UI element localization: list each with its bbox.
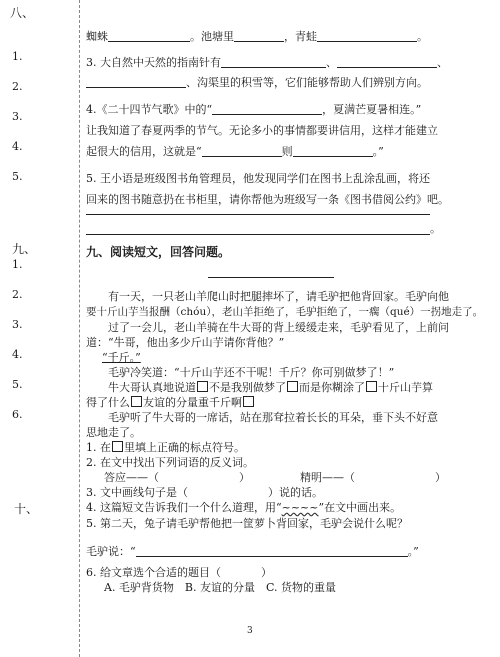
margin-num: 2. [12, 288, 23, 301]
answer-blank[interactable] [108, 30, 190, 42]
text: ）说的话。 [268, 486, 323, 499]
margin-section-10: 十、 [14, 502, 39, 516]
q4-line3 [86, 145, 466, 159]
text: 则 [281, 145, 293, 158]
text: 里填上正确的标点符号。 [124, 441, 245, 454]
answer-blank[interactable] [337, 56, 437, 68]
wavy-line-mark: ~~~~ [281, 501, 319, 514]
question-2-blanks [104, 471, 466, 485]
text: 4.《二十四节气歌》中的“ [86, 103, 213, 116]
q5-end-mark: 。 [430, 222, 441, 235]
text: 毛驴说：“ [86, 545, 136, 558]
text: ，青蛙 [284, 30, 317, 43]
passage-p2b: 道：“牛哥，他出多少斤山芋请你背他？” [86, 336, 285, 349]
text: 答应——（ [104, 471, 159, 484]
text: ） [239, 471, 250, 484]
answer-blank[interactable] [202, 145, 282, 157]
box-icon [112, 441, 123, 452]
question-1 [86, 441, 466, 455]
question-5-answer [86, 545, 466, 559]
answer-blank[interactable] [293, 145, 373, 157]
text: ） [261, 566, 272, 579]
margin-section-8: 八、 [10, 6, 35, 20]
text: 友谊的分量重千斤啊 [143, 396, 242, 409]
question-3 [86, 486, 466, 500]
text: 蜘蛛 [86, 30, 108, 43]
passage-p1b: 要十斤山芋当报酬（chóu），老山羊拒绝了，毛驴拒绝了，一瘸（qué）一拐地走了。 [86, 306, 484, 318]
text: 4. 这篇短文告诉我们一个什么道理，用“ [86, 501, 282, 514]
text: 得了什么 [86, 396, 130, 409]
title-blank[interactable] [208, 277, 334, 278]
margin-num: 6. [12, 408, 23, 421]
text: ） [435, 471, 446, 484]
text: 1. 在 [86, 441, 111, 454]
question-6 [86, 566, 466, 580]
page-number: 3 [247, 626, 253, 636]
q4-line1 [86, 103, 466, 117]
text: 。 [417, 30, 428, 43]
q2-tail-line [86, 30, 466, 44]
text: 3. 文中画线句子是（ [86, 486, 188, 499]
question-5: 5. 第二天，兔子请毛驴帮他把一筐萝卜背回家，毛驴会说什么呢？ [86, 517, 408, 530]
margin-section-9: 九、 [12, 242, 37, 256]
text: 牛大哥认真地说道 [108, 381, 196, 394]
passage-p5-line1 [108, 381, 466, 395]
text: 、 [437, 56, 448, 69]
answer-line[interactable] [86, 214, 430, 215]
text: ”在文中画出来。 [318, 501, 402, 514]
passage-p6b: 思地走了。 [86, 426, 141, 439]
text: 起很大的信用，这就是“ [86, 145, 202, 158]
section-9-title: 九、阅读短文，回答问题。 [86, 245, 231, 259]
punctuation-box[interactable] [243, 396, 254, 407]
passage-p5-line2 [86, 396, 466, 410]
passage-p2a: 过了一会儿，老山羊骑在牛大哥的背上缓缓走来，毛驴看见了，上前问 [108, 321, 449, 334]
passage-p4: 毛驴冷笑道：“十斤山芋还不干呢！千斤？你可别做梦了！” [108, 366, 395, 379]
punctuation-box[interactable] [131, 396, 142, 407]
question-6-options[interactable]: A. 毛驴背货物 B. 友谊的分量 C. 货物的重量 [104, 581, 337, 594]
answer-blank[interactable] [234, 30, 284, 42]
answer-blank[interactable] [221, 56, 326, 68]
question-4 [86, 501, 466, 515]
text: 。池塘里 [190, 30, 234, 43]
punctuation-box[interactable] [366, 381, 377, 392]
passage-p1a: 有一天，一只老山羊爬山时把腿摔坏了，请毛驴把他背回家。毛驴向他 [108, 290, 449, 303]
text: 3. 大自然中天然的指南针有 [86, 56, 221, 69]
margin-num: 4. [12, 348, 23, 361]
passage-p3-underlined: “千斤。” [102, 351, 141, 364]
punctuation-box[interactable] [287, 381, 298, 392]
passage-p6a: 毛驴听了牛大哥的一席话，站在那耷拉着长长的耳朵，垂下头不好意 [108, 411, 438, 424]
margin-num: 3. [12, 110, 23, 123]
text: 、沟渠里的积雪等，它们能够帮助人们辨别方向。 [186, 76, 428, 89]
margin-num: 2. [12, 80, 23, 93]
margin-num: 5. [12, 170, 23, 183]
answer-blank[interactable] [212, 103, 322, 115]
margin-num: 1. [12, 50, 23, 63]
text: 。” [407, 545, 419, 558]
q5-line2: 回来的图书随意扔在书柜里，请你帮他为班级写一条《图书借阅公约》吧。 [86, 193, 449, 206]
answer-blank[interactable] [136, 545, 408, 557]
text: 而是你糊涂了 [299, 381, 365, 394]
answer-line[interactable] [86, 234, 430, 235]
margin-num: 1. [12, 258, 23, 271]
q5-line1: 5. 王小语是班级图书角管理员，他发现同学们在图书上乱涂乱画，将还 [86, 172, 430, 185]
text: ，夏满芒夏暑相连。” [322, 103, 422, 116]
text: 十斤山芋算 [378, 381, 433, 394]
q4-line2: 让我知道了春夏两季的节气。无论多小的事情都要讲信用，这样才能建立 [86, 124, 438, 137]
text: 、 [326, 56, 337, 69]
text: 精明——（ [300, 471, 355, 484]
binding-dashed-line [79, 0, 80, 657]
answer-blank[interactable] [86, 76, 186, 88]
question-2: 2. 在文中找出下列词语的反义词。 [86, 456, 254, 469]
q3-line2 [86, 76, 466, 90]
q3-line1 [86, 56, 466, 70]
margin-num: 4. [12, 140, 23, 153]
margin-num: 3. [12, 318, 23, 331]
punctuation-box[interactable] [197, 381, 208, 392]
text: 不是我别做梦了 [209, 381, 286, 394]
text: 6. 给文章选个合适的题目（ [86, 566, 221, 579]
answer-blank[interactable] [317, 30, 417, 42]
text: 。” [372, 145, 384, 158]
margin-num: 5. [12, 378, 23, 391]
